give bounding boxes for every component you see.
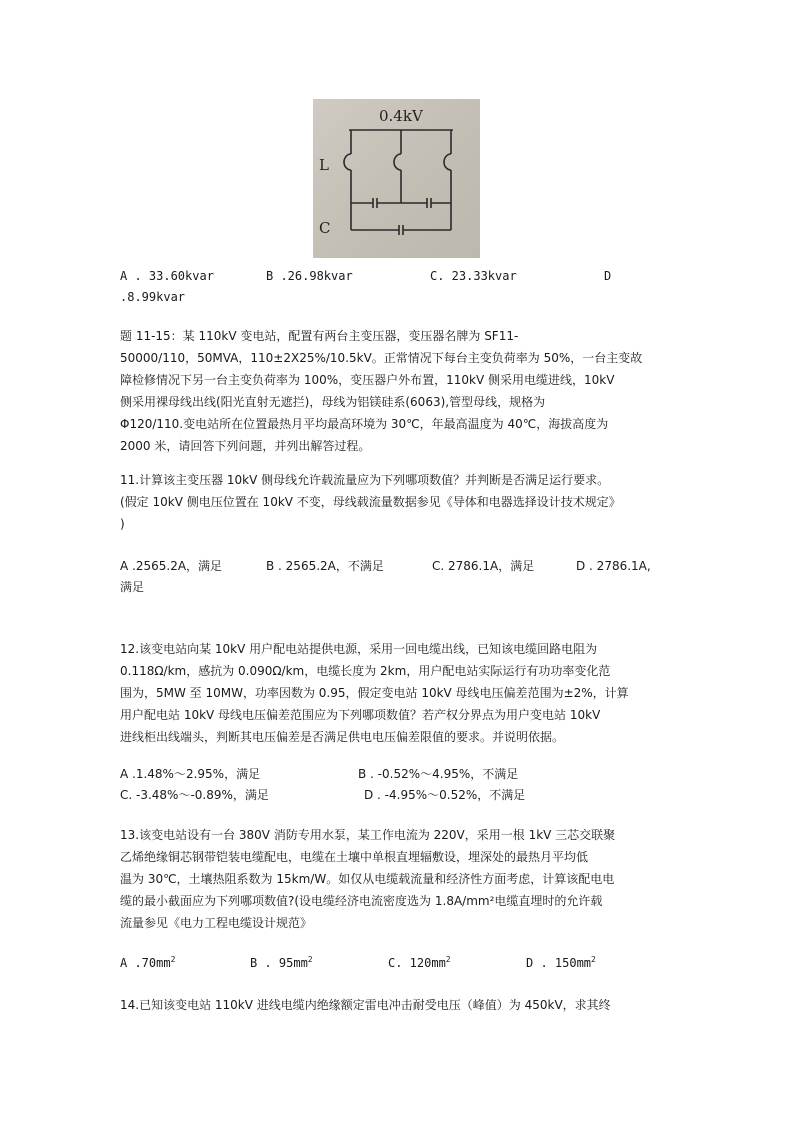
q10-option-c: C. 23.33kvar	[430, 269, 517, 283]
superscript: 2	[591, 955, 596, 964]
q13-option-b	[250, 953, 313, 973]
q11-line: 11.计算该主变压器 10kV 侧母线允许载流量应为下列哪项数值？并判断是否满足运行要求。	[120, 473, 610, 487]
problem-intro	[120, 325, 680, 457]
q12-option-b: B . -0.52%～4.95%，不满足	[358, 767, 519, 781]
q13-option-a-text: A .70mm	[120, 956, 171, 970]
q12-line: 进线柜出线端头，判断其电压偏差是否满足供电电压偏差限值的要求。并说明依据。	[120, 730, 565, 744]
circuit-figure	[313, 99, 480, 258]
q11-option-a: A .2565.2A，满足	[120, 559, 223, 573]
superscript: 2	[307, 955, 313, 964]
q11-option-d: D . 2786.1A,	[576, 559, 651, 573]
intro-line: Φ120/110.变电站所在位置最热月平均最高环境为 30℃，年最高温度为 40℃，海拔高度为	[120, 417, 609, 431]
q13-option-c-text: C. 120mm	[388, 956, 446, 970]
figure-voltage-label: 0.4kV	[379, 107, 423, 125]
question-12	[120, 638, 680, 748]
question-14	[120, 994, 680, 1016]
figure-label-c: C	[319, 219, 331, 237]
q11-option-d-result: 满足	[120, 580, 145, 594]
q13-line: 温为 30℃，土壤热阻系数为 15km/W。如仅从电缆载流量和经济性方面考虑，计算该配电电	[120, 872, 615, 886]
intro-line: 题 11-15：某 110kV 变电站，配置有两台主变压器，变压器名牌为 SF11-	[120, 329, 519, 343]
q13-option-b-text: B . 95mm	[250, 956, 308, 970]
q13-option-a	[120, 953, 175, 973]
q12-line: 围为，5MW 至 10MW，功率因数为 0.95，假定变电站 10kV 母线电压偏差范围为±2%，计算	[120, 686, 629, 700]
q10-option-d: D	[604, 269, 612, 283]
circuit-diagram	[313, 99, 480, 258]
question-11	[120, 469, 680, 535]
q13-line: 乙烯绝缘铜芯钢带铠装电缆配电，电缆在土壤中单根直埋辐敷设，埋深处的最热月平均低	[120, 850, 589, 864]
q12-line: 12.该变电站向某 10kV 用户配电站提供电源，采用一回电缆出线，已知该电缆回路电阻为	[120, 642, 598, 656]
q11-option-c: C. 2786.1A，满足	[432, 559, 535, 573]
q12-line: 用户配电站 10kV 母线电压偏差范围应为下列哪项数值？若产权分界点为用户变电站 10kV	[120, 708, 601, 722]
superscript: 2	[445, 955, 451, 964]
superscript: 2	[170, 955, 176, 964]
intro-line: 50000/110，50MVA，110±2X25%/10.5kV。正常情况下每台主变负荷率为 50%，一台主变故	[120, 351, 643, 365]
q10-option-b: B .26.98kvar	[266, 269, 353, 283]
q13-line: 缆的最小截面应为下列哪项数值?(设电缆经济电流密度选为 1.8A/mm²电缆直埋时的允许载	[120, 894, 603, 908]
q13-line: 流量参见《电力工程电缆设计规范》	[120, 916, 313, 930]
q10-option-a: A . 33.60kvar	[120, 269, 214, 283]
q13-line: 13.该变电站设有一台 380V 消防专用水泵，某工作电流为 220V，采用一根 1kV 三芯交联聚	[120, 828, 616, 842]
q10-option-d-value: .8.99kvar	[120, 290, 186, 304]
q12-option-d: D . -4.95%～0.52%，不满足	[364, 788, 526, 802]
figure-label-l: L	[319, 156, 329, 174]
q12-option-c: C. -3.48%～-0.89%，满足	[120, 788, 269, 802]
q14-line: 14.已知该变电站 110kV 进线电缆内绝缘额定雷电冲击耐受电压（峰值）为 450kV，求其终	[120, 998, 611, 1012]
q11-line: )	[120, 517, 125, 531]
q13-option-d-text: D . 150mm	[526, 956, 592, 970]
intro-line: 2000 米，请回答下列问题，并列出解答过程。	[120, 439, 371, 453]
question-13	[120, 824, 680, 934]
q12-option-a: A .1.48%～2.95%，满足	[120, 767, 261, 781]
q12-line: 0.118Ω/km，感抗为 0.090Ω/km，电缆长度为 2km，用户配电站实际运行有功功率变化范	[120, 664, 611, 678]
intro-line: 侧采用裸母线出线(阳光直射无遮拦)，母线为铝镁硅系(6063),管型母线，规格为	[120, 395, 546, 409]
intro-line: 障检修情况下另一台主变负荷率为 100%，变压器户外布置，110kV 侧采用电缆进线，10kV	[120, 373, 615, 387]
q13-option-d	[526, 953, 596, 973]
q11-option-b: B . 2565.2A，不满足	[266, 559, 384, 573]
q13-option-c	[388, 953, 451, 973]
q11-line: (假定 10kV 侧电压位置在 10kV 不变，母线载流量数据参见《导体和电器选择设计技术规定》	[120, 495, 621, 509]
